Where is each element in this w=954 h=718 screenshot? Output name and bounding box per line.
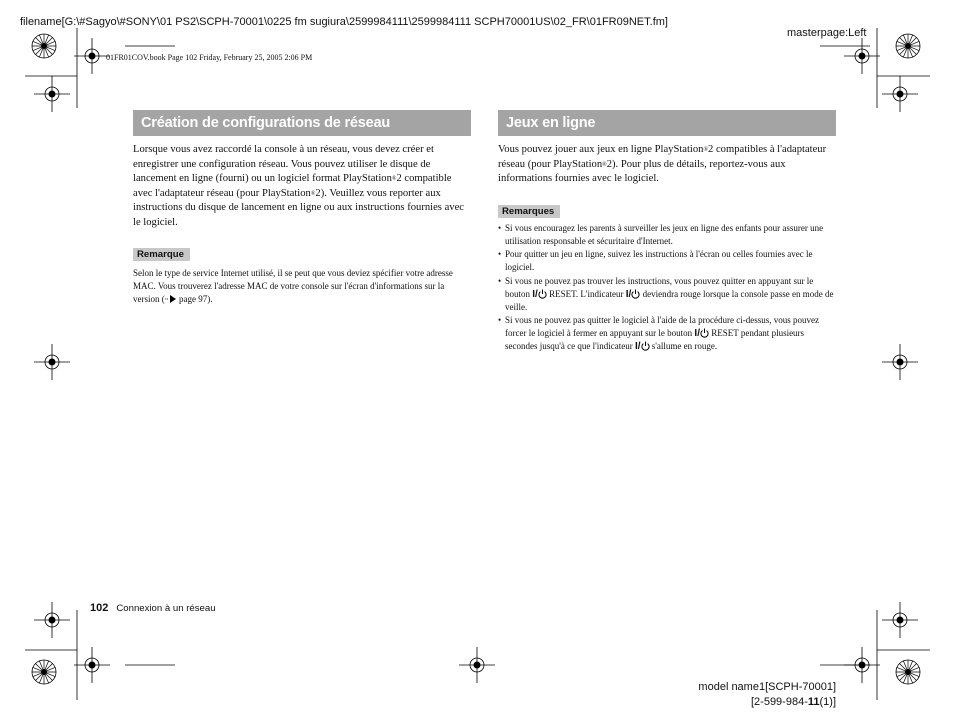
page-footer [90,598,216,616]
header-book-line: 01FR01COV.book Page 102 Friday, February 25, 2005 2:06 PM [106,53,313,62]
left-note-text: Selon le type de service Internet utilisé, il se peut que vous deviez spécifier votre adresse MAC. Vous trouverez l'adresse MAC de votre console sur l'écran d'informations sur la version ( page 97). [133,268,453,304]
notes-label: Remarques [498,205,560,218]
left-column [133,110,471,306]
model-code-line: [2-599-984-11(1)] [750,696,836,708]
registered-mark: ® [391,176,397,182]
right-column [498,110,836,354]
page-number: 102 [90,602,109,614]
registered-mark: ® [602,161,607,168]
footer-section-name: Connexion à un réseau [116,603,216,614]
power-button-symbol: I/ [532,288,547,301]
right-section-title: Jeux en ligne [506,115,596,131]
note-label: Remarque [133,248,190,261]
power-indicator-symbol: I/ [626,288,641,301]
power-button-symbol: I/ [694,327,709,340]
list-item: • Si vous encouragez les parents à surveiller les jeux en ligne des enfants pour assurer une utilisation responsable et sécuritaire d'Internet. [498,222,836,248]
right-section-title-bar [498,110,836,136]
model-name-line: model name1[SCPH-70001] [698,681,836,693]
registered-mark: ® [703,147,709,153]
power-icon [700,328,709,338]
left-section-title-bar [133,110,471,136]
registered-mark: ® [310,190,316,197]
list-item: • Pour quitter un jeu en ligne, suivez les instructions à l'écran ou celles fournies avec le logiciel. [498,248,836,274]
right-body-paragraph: Vous pouvez jouer aux jeux en ligne PlayStation®2 compatibles à l'adaptateur réseau (pour PlayStation®2). Pour plus de détails, reportez-vous aux informations fournies avec le logiciel. [498,144,827,184]
arrow-reference-icon [165,295,177,303]
header-filename: filename[G:\#Sagyo\#SONY\01 PS2\SCPH-70001\0225 fm sugiura\2599984111\2599984111 SCPH70001US\02_FR\01FR09NET.fm] [20,16,668,28]
header-masterpage: masterpage:Left [787,27,867,39]
left-body-paragraph: Lorsque vous avez raccordé la console à un réseau, vous devez créer et enregistrer une configuration réseau. Vous pouvez utiliser le disque de lancement en ligne (fourni) ou un logiciel format PlayStation®2 compatible avec l'adaptateur réseau (pour PlayStation®2). Veuillez vous reporter aux instructions du disque de lancement en ligne ou aux instructions fournies avec le logiciel. [133,144,464,228]
notes-list [498,222,836,354]
list-item: • Si vous ne pouvez pas quitter le logiciel à l'aide de la procédure ci-dessus, vous pouvez forcer le logiciel à fermer en appuyant sur le bouton I/ RESET pendant plusieurs secondes jusqu'à ce que l'indicateur I/ s'allume en rouge. [498,314,836,353]
power-indicator-symbol: I/ [635,340,650,353]
left-section-title: Création de configurations de réseau [141,115,391,131]
power-icon [631,289,640,299]
power-icon [538,289,547,299]
list-item: • Si vous ne pouvez pas trouver les instructions, vous pouvez quitter en appuyant sur le bouton I/ RESET. L'indicateur I/ deviendra rouge lorsque la console passe en mode de veille. [498,275,836,314]
power-icon [641,341,650,351]
